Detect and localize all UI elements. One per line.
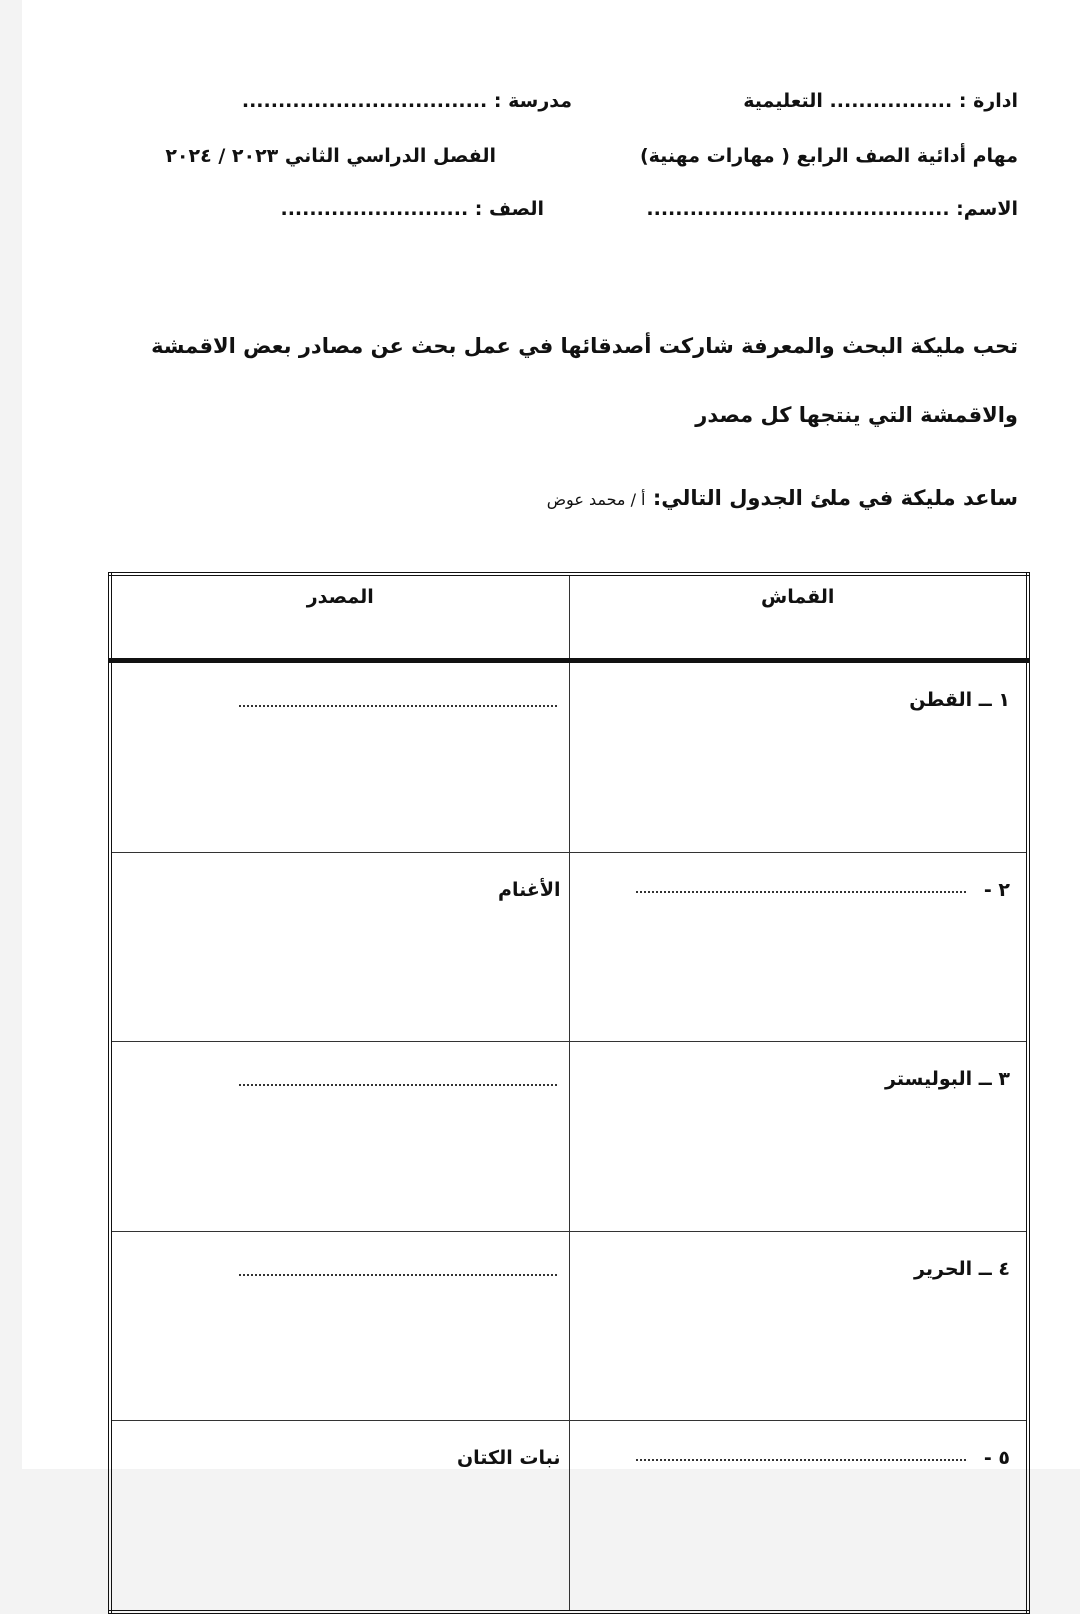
source-label: الأغنام xyxy=(498,879,561,902)
answer-blank[interactable] xyxy=(636,1459,966,1461)
table-header-row xyxy=(110,574,1028,661)
term-label: الفصل الدراسي الثاني ٢٠٢٣ / ٢٠٢٤ xyxy=(165,145,496,167)
fabric-label: ٢ - xyxy=(983,879,1010,902)
source-cell xyxy=(110,1421,569,1613)
answer-blank[interactable] xyxy=(239,1274,557,1276)
fabric-source-table xyxy=(108,572,1030,1614)
header-fabric: القماش xyxy=(569,574,1028,661)
answer-blank[interactable] xyxy=(636,891,966,893)
source-label: نبات الكتان xyxy=(456,1447,561,1469)
teacher-credit: أ / محمد عوض xyxy=(546,490,646,509)
tasks-title: مهام أدائية الصف الرابع ( مهارات مهنية) xyxy=(639,145,1018,167)
source-cell[interactable] xyxy=(110,1042,569,1231)
fabric-cell xyxy=(569,1231,1028,1420)
table-row xyxy=(110,1421,1028,1613)
fabric-cell xyxy=(569,661,1028,853)
table-row xyxy=(110,661,1028,853)
name-field: الاسم: .......................................... xyxy=(646,198,1018,220)
grade-field: الصف : .......................... xyxy=(280,198,544,220)
answer-blank[interactable] xyxy=(239,1084,557,1086)
fabric-label: ١ ــ القطن xyxy=(909,689,1010,711)
intro-line-1: تحب مليكة البحث والمعرفة شاركت أصدقائها في عمل بحث عن مصادر بعض الاقمشة xyxy=(151,334,1018,358)
table-row xyxy=(110,1231,1028,1420)
idara-field: ادارة : ................. التعليمية xyxy=(743,90,1018,112)
source-cell xyxy=(110,853,569,1042)
answer-blank[interactable] xyxy=(239,705,557,707)
fabric-cell[interactable] xyxy=(569,853,1028,1042)
fabric-label: ٣ ــ البوليستر xyxy=(885,1068,1010,1091)
fabric-label: ٥ - xyxy=(983,1447,1010,1469)
source-cell[interactable] xyxy=(110,1231,569,1420)
instruction-text: ساعد مليكة في ملئ الجدول التالي: xyxy=(652,486,1018,510)
table-row xyxy=(110,1042,1028,1231)
header-source: المصدر xyxy=(110,574,569,661)
fabric-cell xyxy=(569,1042,1028,1231)
fabric-label: ٤ ــ الحرير xyxy=(914,1257,1010,1280)
school-field: مدرسة : .................................. xyxy=(241,90,572,112)
fabric-cell[interactable] xyxy=(569,1421,1028,1613)
instruction-line xyxy=(547,486,1018,510)
intro-line-2: والاقمشة التي ينتجها كل مصدر xyxy=(695,403,1018,427)
source-cell[interactable] xyxy=(110,661,569,853)
table-row xyxy=(110,853,1028,1042)
